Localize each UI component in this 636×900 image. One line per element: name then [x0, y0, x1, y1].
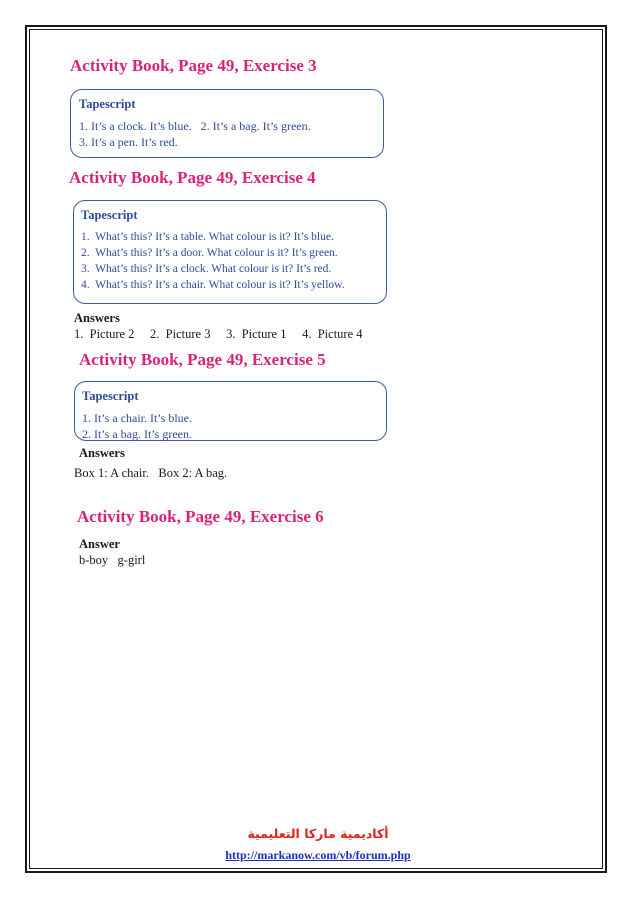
- exercise-5-tapescript-title: Tapescript: [82, 389, 139, 403]
- exercise-5-heading: Activity Book, Page 49, Exercise 5: [79, 350, 326, 369]
- exercise-4-answers-label: Answers: [74, 311, 120, 325]
- exercise-4-line-2: 2. What’s this? It’s a door. What colour is it? It’s green.: [81, 247, 338, 259]
- exercise-4-line-3: 3. What’s this? It’s a clock. What colour is it? It’s red.: [81, 263, 332, 275]
- exercise-6-answer: b-boy g-girl: [79, 553, 146, 567]
- exercise-3-tapescript-title: Tapescript: [79, 97, 136, 111]
- footer-academy-name: أكاديمية ماركا التعليمية: [247, 826, 389, 841]
- exercise-4-answers: 1. Picture 2 2. Picture 3 3. Picture 1 4. Picture 4: [74, 327, 363, 341]
- exercise-4-heading: Activity Book, Page 49, Exercise 4: [69, 168, 316, 187]
- exercise-4-tapescript-box: [73, 200, 387, 304]
- exercise-3-tapescript-box: [70, 89, 384, 158]
- exercise-4-tapescript-title: Tapescript: [81, 208, 138, 222]
- exercise-6-heading: Activity Book, Page 49, Exercise 6: [77, 507, 324, 526]
- footer-forum-link[interactable]: http://markanow.com/vb/forum.php: [225, 848, 411, 862]
- exercise-3-line-2: 3. It’s a pen. It’s red.: [79, 135, 178, 149]
- exercise-5-answers-label: Answers: [79, 446, 125, 460]
- exercise-3-heading: Activity Book, Page 49, Exercise 3: [70, 56, 317, 75]
- exercise-5-tapescript-box: [74, 381, 387, 441]
- exercise-3-line-1: 1. It’s a clock. It’s blue. 2. It’s a bag. It’s green.: [79, 119, 311, 133]
- exercise-6-answer-label: Answer: [79, 537, 120, 551]
- exercise-4-line-1: 1. What’s this? It’s a table. What colour is it? It’s blue.: [81, 231, 334, 243]
- exercise-5-line-2: 2. It’s a bag. It’s green.: [82, 427, 192, 441]
- exercise-5-answers: Box 1: A chair. Box 2: A bag.: [74, 466, 228, 480]
- exercise-5-line-1: 1. It’s a chair. It’s blue.: [82, 411, 192, 425]
- exercise-4-line-4: 4. What’s this? It’s a chair. What colour is it? It’s yellow.: [81, 279, 345, 291]
